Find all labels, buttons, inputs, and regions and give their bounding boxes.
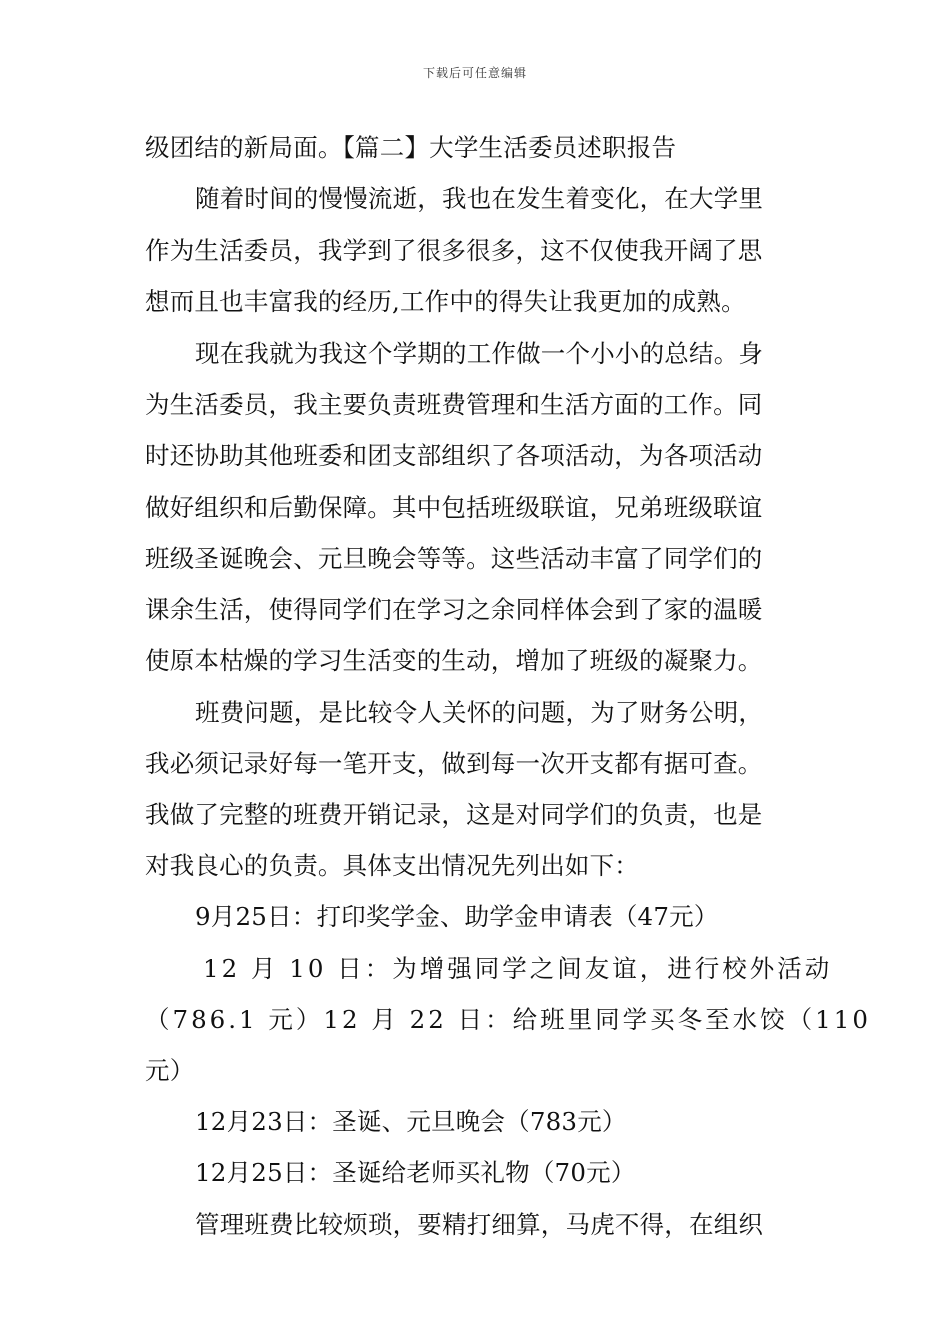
- text-line: 想而且也丰富我的经历,工作中的得失让我更加的成熟。: [145, 287, 746, 316]
- text-line: 随着时间的慢慢流逝，我也在发生着变化，在大学里: [195, 184, 764, 213]
- text-line: 使原本枯燥的学习生活变的生动，增加了班级的凝聚力。: [145, 646, 763, 675]
- text-line: 对我良心的负责。具体支出情况先列出如下：: [145, 851, 639, 880]
- text-line: 作为生活委员，我学到了很多很多，这不仅使我开阔了思: [145, 236, 763, 265]
- text-line: 课余生活，使得同学们在学习之余同样体会到了家的温暖: [145, 595, 763, 624]
- expense-line: 元）: [145, 1056, 195, 1085]
- text-line: 做好组织和后勤保障。其中包括班级联谊，兄弟班级联谊: [145, 493, 763, 522]
- expense-line: 12 月 10 日：为增强同学之间友谊，进行校外活动: [203, 954, 833, 983]
- expense-line: 12月25日：圣诞给老师买礼物（70元）: [195, 1158, 636, 1187]
- text-line: 级团结的新局面。【篇二】大学生活委员述职报告: [145, 133, 677, 162]
- expense-line: （786.1 元）12 月 22 日：给班里同学买冬至水饺（110: [145, 1005, 871, 1034]
- text-line: 班级圣诞晚会、元旦晚会等等。这些活动丰富了同学们的: [145, 544, 763, 573]
- text-line: 班费问题，是比较令人关怀的问题，为了财务公明，: [195, 698, 764, 727]
- text-line: 现在我就为我这个学期的工作做一个小小的总结。身: [195, 339, 764, 368]
- text-line: 管理班费比较烦琐，要精打细算，马虎不得，在组织: [195, 1210, 764, 1239]
- text-line: 时还协助其他班委和团支部组织了各项活动，为各项活动: [145, 441, 763, 470]
- text-line: 我必须记录好每一笔开支，做到每一次开支都有据可查。: [145, 749, 763, 778]
- text-line: 我做了完整的班费开销记录，这是对同学们的负责，也是: [145, 800, 763, 829]
- expense-line: 12月23日：圣诞、元旦晚会（783元）: [195, 1107, 627, 1136]
- header-note: 下载后可任意编辑: [422, 66, 527, 80]
- expense-line: 9月25日：打印奖学金、助学金申请表（47元）: [195, 902, 719, 931]
- text-line: 为生活委员，我主要负责班费管理和生活方面的工作。同: [145, 390, 763, 419]
